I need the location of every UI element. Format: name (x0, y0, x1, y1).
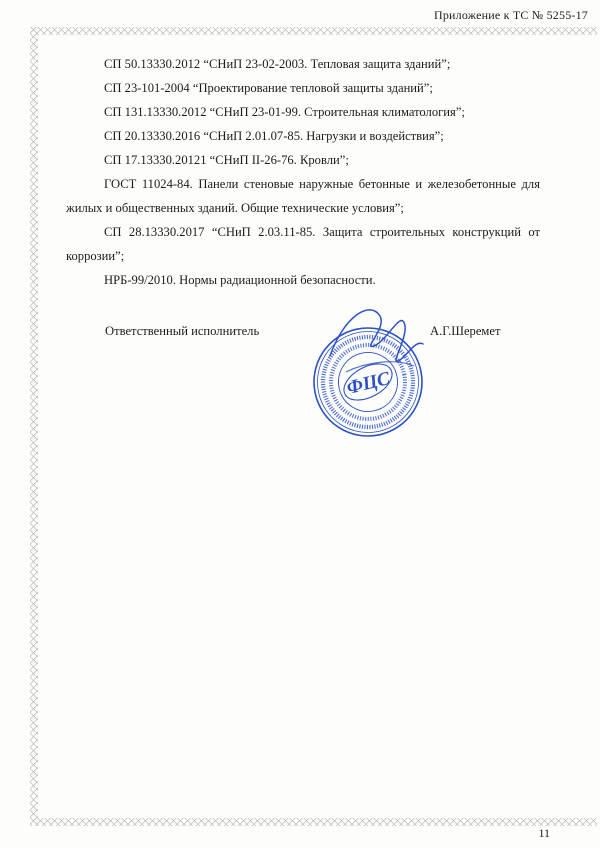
stamp-center-text: ФЦС (344, 367, 393, 399)
reference-item: СП 17.13330.20121 “СНиП II-26-76. Кровли”; (104, 153, 349, 167)
stamp-graphic (286, 292, 456, 452)
ornament-border-top (30, 27, 597, 35)
page-number: 11 (538, 826, 550, 840)
official-stamp (286, 292, 456, 452)
references-list (66, 52, 540, 292)
reference-item: СП 20.13330.2016 “СНиП 2.01.07-85. Нагрузки и воздействия”; (104, 129, 444, 143)
responsible-executor-label: Ответственный исполнитель (105, 324, 260, 338)
appendix-header: Приложение к ТС № 5255-17 (433, 8, 588, 22)
reference-item: СП 50.13330.2012 “СНиП 23-02-2003. Тепловая защита зданий”; (104, 57, 451, 71)
reference-item: СП 23-101-2004 “Проектирование тепловой защиты зданий”; (104, 81, 433, 95)
signature-row (66, 322, 540, 452)
ornament-border-bottom (30, 818, 597, 826)
reference-item: СП 28.13330.2017 “СНиП 2.03.11-85. Защита строительных конструкций от коррозии”; (66, 225, 540, 263)
reference-item: СП 131.13330.2012 “СНиП 23-01-99. Строительная климатология”; (104, 105, 465, 119)
reference-item: НРБ-99/2010. Нормы радиационной безопасности. (104, 273, 376, 287)
ornament-border-left (30, 27, 38, 826)
executor-name: А.Г.Шеремет (430, 324, 501, 338)
reference-item: ГОСТ 11024-84. Панели стеновые наружные бетонные и железобетонные для жилых и общественных зданий. Общие технические условия”; (66, 177, 540, 215)
